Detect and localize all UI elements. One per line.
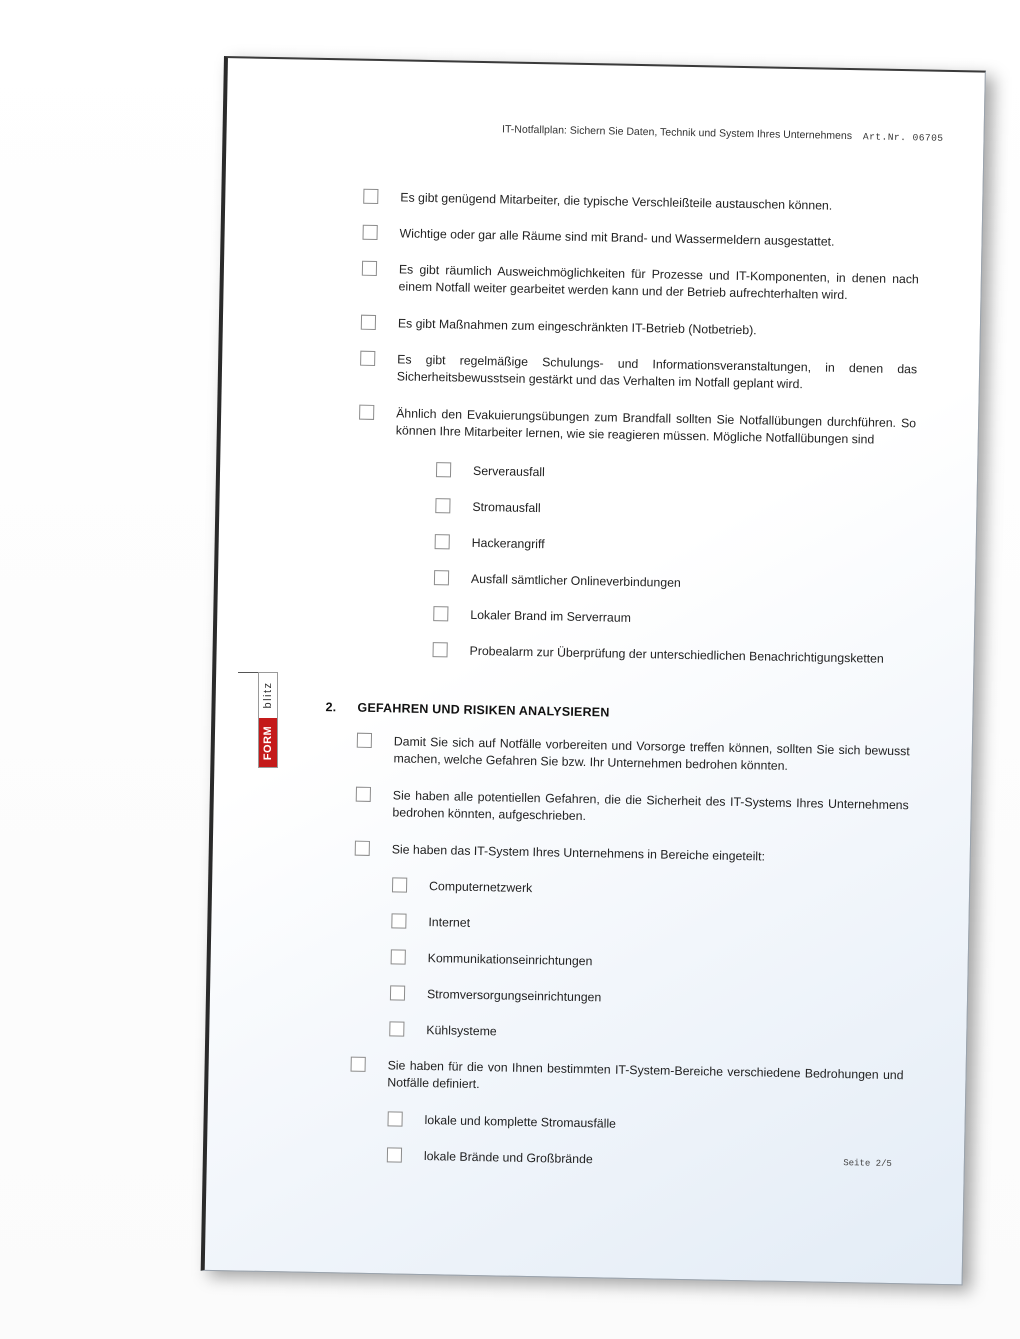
sub-item-text: Kommunikationseinrichtungen: [427, 951, 593, 969]
sub-checklist-item: [435, 498, 912, 524]
sub-checklist-item: [389, 1021, 886, 1048]
logo-form-text: FORM: [258, 718, 278, 768]
sub-checklist-item: [390, 985, 887, 1012]
sub-checklist-item: [391, 913, 888, 940]
sub-checklist-item: [435, 534, 912, 560]
checkbox[interactable]: [357, 733, 372, 748]
sub-item-text: Computernetzwerk: [428, 879, 533, 896]
article-number: Art.Nr. 06705: [862, 131, 944, 144]
sub-item-text: Probealarm zur Überprüfung der unterschiedlichen Benachrichtigungsketten: [469, 643, 884, 666]
sub-item-text: Stromausfall: [472, 499, 541, 516]
checkbox[interactable]: [434, 570, 449, 585]
checkbox[interactable]: [361, 315, 376, 330]
formblitz-logo: [258, 672, 278, 768]
sub-item-text: lokale und komplette Stromausfälle: [424, 1113, 617, 1131]
checklist-item-text: Es gibt Maßnahmen zum eingeschränkten IT-Betrieb (Notbetrieb).: [397, 316, 757, 338]
sub-checklist-item: [387, 1111, 884, 1138]
checklist-item: [363, 189, 920, 217]
checklist-item-text: Wichtige oder gar alle Räume sind mit Brand- und Wassermeldern ausgestattet.: [399, 226, 835, 249]
page-number: Seite 2/5: [843, 1158, 892, 1170]
document-title: IT-Notfallplan: Sichern Sie Daten, Technik und System Ihres Unternehmens: [501, 123, 853, 143]
checkbox[interactable]: [433, 606, 448, 621]
sub-checklist-item: [432, 642, 909, 668]
sub-checklist-item: [387, 1147, 884, 1174]
logo-text: [258, 672, 278, 768]
checklist-item-text: Damit Sie sich auf Notfälle vorbereiten und Vorsorge treffen können, sollten Sie sich bewusst machen, welche Gefahren Sie bzw. Ihr Unternehmen bedrohen könnten.: [393, 734, 910, 773]
checkbox[interactable]: [392, 877, 407, 892]
checkbox[interactable]: [432, 642, 447, 657]
checkbox[interactable]: [356, 787, 371, 802]
checkbox[interactable]: [435, 534, 450, 549]
section-number: 2.: [325, 700, 337, 715]
checkbox[interactable]: [363, 189, 378, 204]
sub-item-text: lokale Brände und Großbrände: [423, 1149, 593, 1167]
sub-checklist-item: [433, 606, 910, 632]
logo-divider: [238, 672, 258, 673]
sub-item-text: Kühlsysteme: [426, 1023, 497, 1039]
sub-item-text: Hackerangriff: [471, 535, 545, 552]
sub-checklist-item: [434, 570, 911, 596]
checkbox[interactable]: [391, 949, 406, 964]
sub-checklist-item: [391, 949, 888, 976]
checklist-item-text: Ähnlich den Evakuierungsübungen zum Brandfall sollten Sie Notfallübungen durchführen. So können Ihre Mitarbeiter lernen, wie sie reagieren müssen. Mögliche Notfallübungen sind: [395, 406, 917, 447]
section-title: GEFAHREN UND RISIKEN ANALYSIEREN: [357, 700, 610, 720]
checkbox[interactable]: [355, 841, 370, 856]
checkbox[interactable]: [436, 462, 451, 477]
checklist-item: [355, 841, 908, 869]
checklist-item: [361, 261, 919, 306]
document-page: [201, 56, 986, 1285]
checkbox[interactable]: [390, 985, 405, 1000]
checklist-item: [355, 787, 909, 832]
sub-item-text: Serverausfall: [472, 463, 545, 480]
checkbox[interactable]: [362, 225, 377, 240]
checkbox[interactable]: [362, 261, 377, 276]
sub-item-text: Stromversorgungseinrichtungen: [426, 987, 602, 1005]
checkbox[interactable]: [387, 1111, 402, 1126]
checkbox[interactable]: [360, 351, 375, 366]
checklist-item: [350, 1057, 904, 1102]
checklist-item: [362, 225, 919, 253]
section-heading: [325, 700, 609, 719]
sub-checklist-item: [436, 462, 913, 488]
checkbox[interactable]: [351, 1057, 366, 1072]
checklist-item-text: Es gibt räumlich Ausweichmöglichkeiten für Prozesse und IT-Komponenten, in denen nach einem Notfall weiter gearbeitet werden kann und der Betrieb aufrechterhalten wird.: [398, 262, 919, 303]
sub-item-text: Internet: [428, 915, 471, 930]
checkbox[interactable]: [435, 498, 450, 513]
checklist-item-text: Sie haben das IT-System Ihres Unternehmens in Bereiche eingeteilt:: [391, 842, 766, 864]
sub-checklist-item: [392, 877, 889, 904]
sub-item-text: Ausfall sämtlicher Onlineverbindungen: [470, 571, 681, 590]
checkbox[interactable]: [391, 913, 406, 928]
checkbox[interactable]: [387, 1147, 402, 1162]
sub-item-text: Lokaler Brand im Serverraum: [470, 607, 632, 625]
page-header: [502, 123, 944, 143]
checklist-item-text: Es gibt regelmäßige Schulungs- und Informationsveranstaltungen, in denen das Sicherheitsbewusstsein gestärkt und das Verhalten im Notfall geplant wird.: [396, 352, 918, 392]
checklist-item: [360, 351, 918, 396]
checklist-item: [361, 315, 918, 343]
checklist-item: [359, 405, 917, 450]
checkbox[interactable]: [359, 405, 374, 420]
checklist-item-text: Sie haben alle potentiellen Gefahren, die die Sicherheit des IT-Systems Ihres Unternehmens bedrohen könnten, aufgeschrieben.: [392, 788, 909, 824]
checklist-item: [356, 733, 910, 778]
checkbox[interactable]: [389, 1021, 404, 1036]
logo-blitz-text: blitz: [262, 681, 274, 709]
checklist-item-text: Es gibt genügend Mitarbeiter, die typische Verschleißteile austauschen können.: [400, 190, 833, 213]
checklist-item-text: Sie haben für die von Ihnen bestimmten IT-System-Bereiche verschiedene Bedrohungen und Notfälle definiert.: [387, 1058, 904, 1092]
